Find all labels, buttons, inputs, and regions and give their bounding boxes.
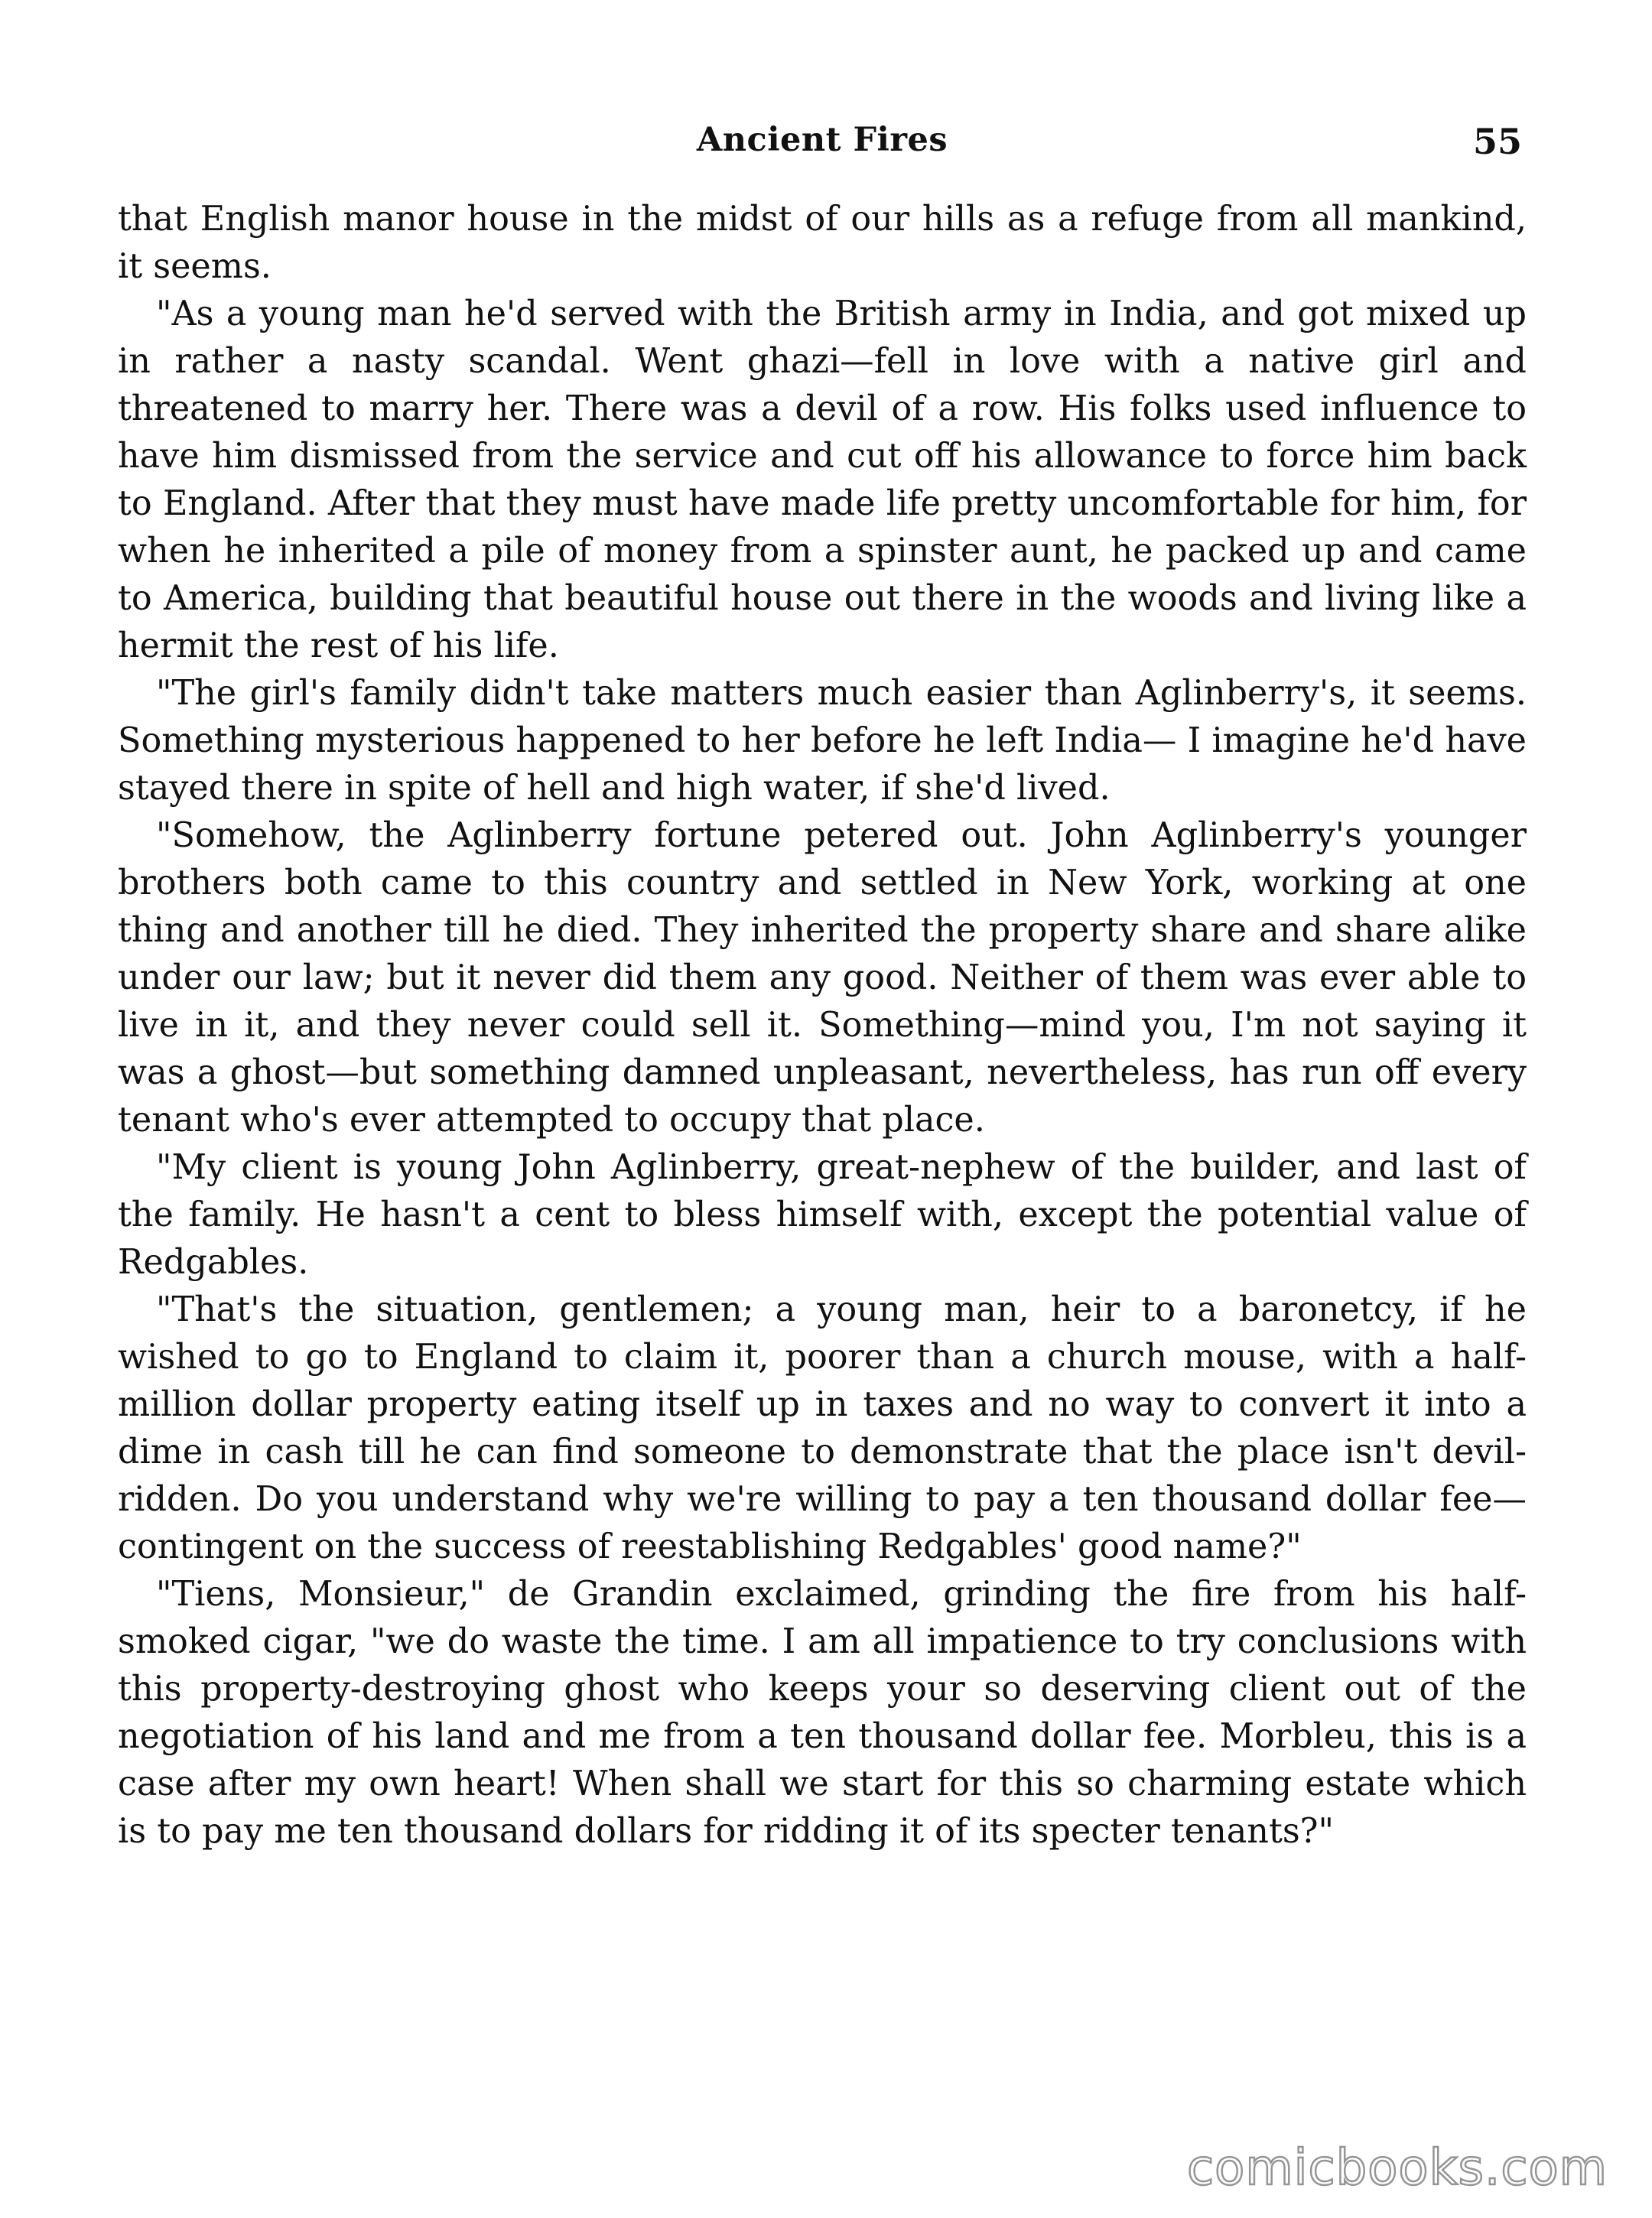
page-number: 55 — [1472, 121, 1522, 162]
paragraph-6: "That's the situation, gentlemen; a young man, heir to a baronetcy, if he wished to go to England to claim it, poorer than a church mouse, with a half-million dollar property eating itself up in taxes and no way to convert it into a dime in cash till he can find someone to demonstrate that the place isn't devil-ridden. Do you understand why we're willing to pay a ten thousand dollar fee—contingent on the success of reestablishing Redgables' good name?" — [118, 1290, 1527, 1566]
body-text — [118, 196, 1527, 1855]
paragraph-1: that English manor house in the midst of our hills as a refuge from all mankind, it seems. — [118, 200, 1527, 286]
paragraph-4: "Somehow, the Aglinberry fortune petered out. John Aglinberry's younger brothers both came to this country and settled in New York, working at one thing and another till he died. They inherited the property share and share alike under our law; but it never did them any good. Neither of them was ever able to live in it, and they never could sell it. Something—mind you, I'm not saying it was a ghost—but something damned unpleasant, nevertheless, has run off every tenant who's ever attempted to occupy that place. — [118, 816, 1527, 1140]
paragraph-5: "My client is young John Aglinberry, great-nephew of the builder, and last of the family. He hasn't a cent to bless himself with, except the potential value of Redgables. — [118, 1148, 1527, 1282]
running-title: Ancient Fires — [696, 121, 948, 159]
running-head — [122, 121, 1522, 174]
paragraph-2: "As a young man he'd served with the British army in India, and got mixed up in rather a nasty scandal. Went ghazi—fell in love with a native girl and threatened to marry her. There was a devil of a row. His folks used influence to have him dismissed from the service and cut off his allowance to force him back to England. After that they must have made life pretty uncomfortable for him, for when he inherited a pile of money from a spinster aunt, he packed up and came to America, building that beautiful house out there in the woods and living like a hermit the rest of his life. — [118, 294, 1527, 665]
paragraph-3: "The girl's family didn't take matters much easier than Aglinberry's, it seems. Something mysterious happened to her before he left India— I imagine he'd have stayed there in spite of hell and high water, if she'd lived. — [118, 674, 1527, 808]
site-watermark: comicbooks.com — [1186, 2140, 1608, 2197]
paragraph-7: "Tiens, Monsieur," de Grandin exclaimed, grinding the fire from his half-smoked cigar, "we do waste the time. I am all impatience to try conclusions with this property-destroying ghost who keeps your so deserving client out of the negotiation of his land and me from a ten thousand dollar fee. Morbleu, this is a case after my own heart! When shall we start for this so charming estate which is to pay me ten thousand dollars for ridding it of its specter tenants?" — [118, 1575, 1527, 1851]
